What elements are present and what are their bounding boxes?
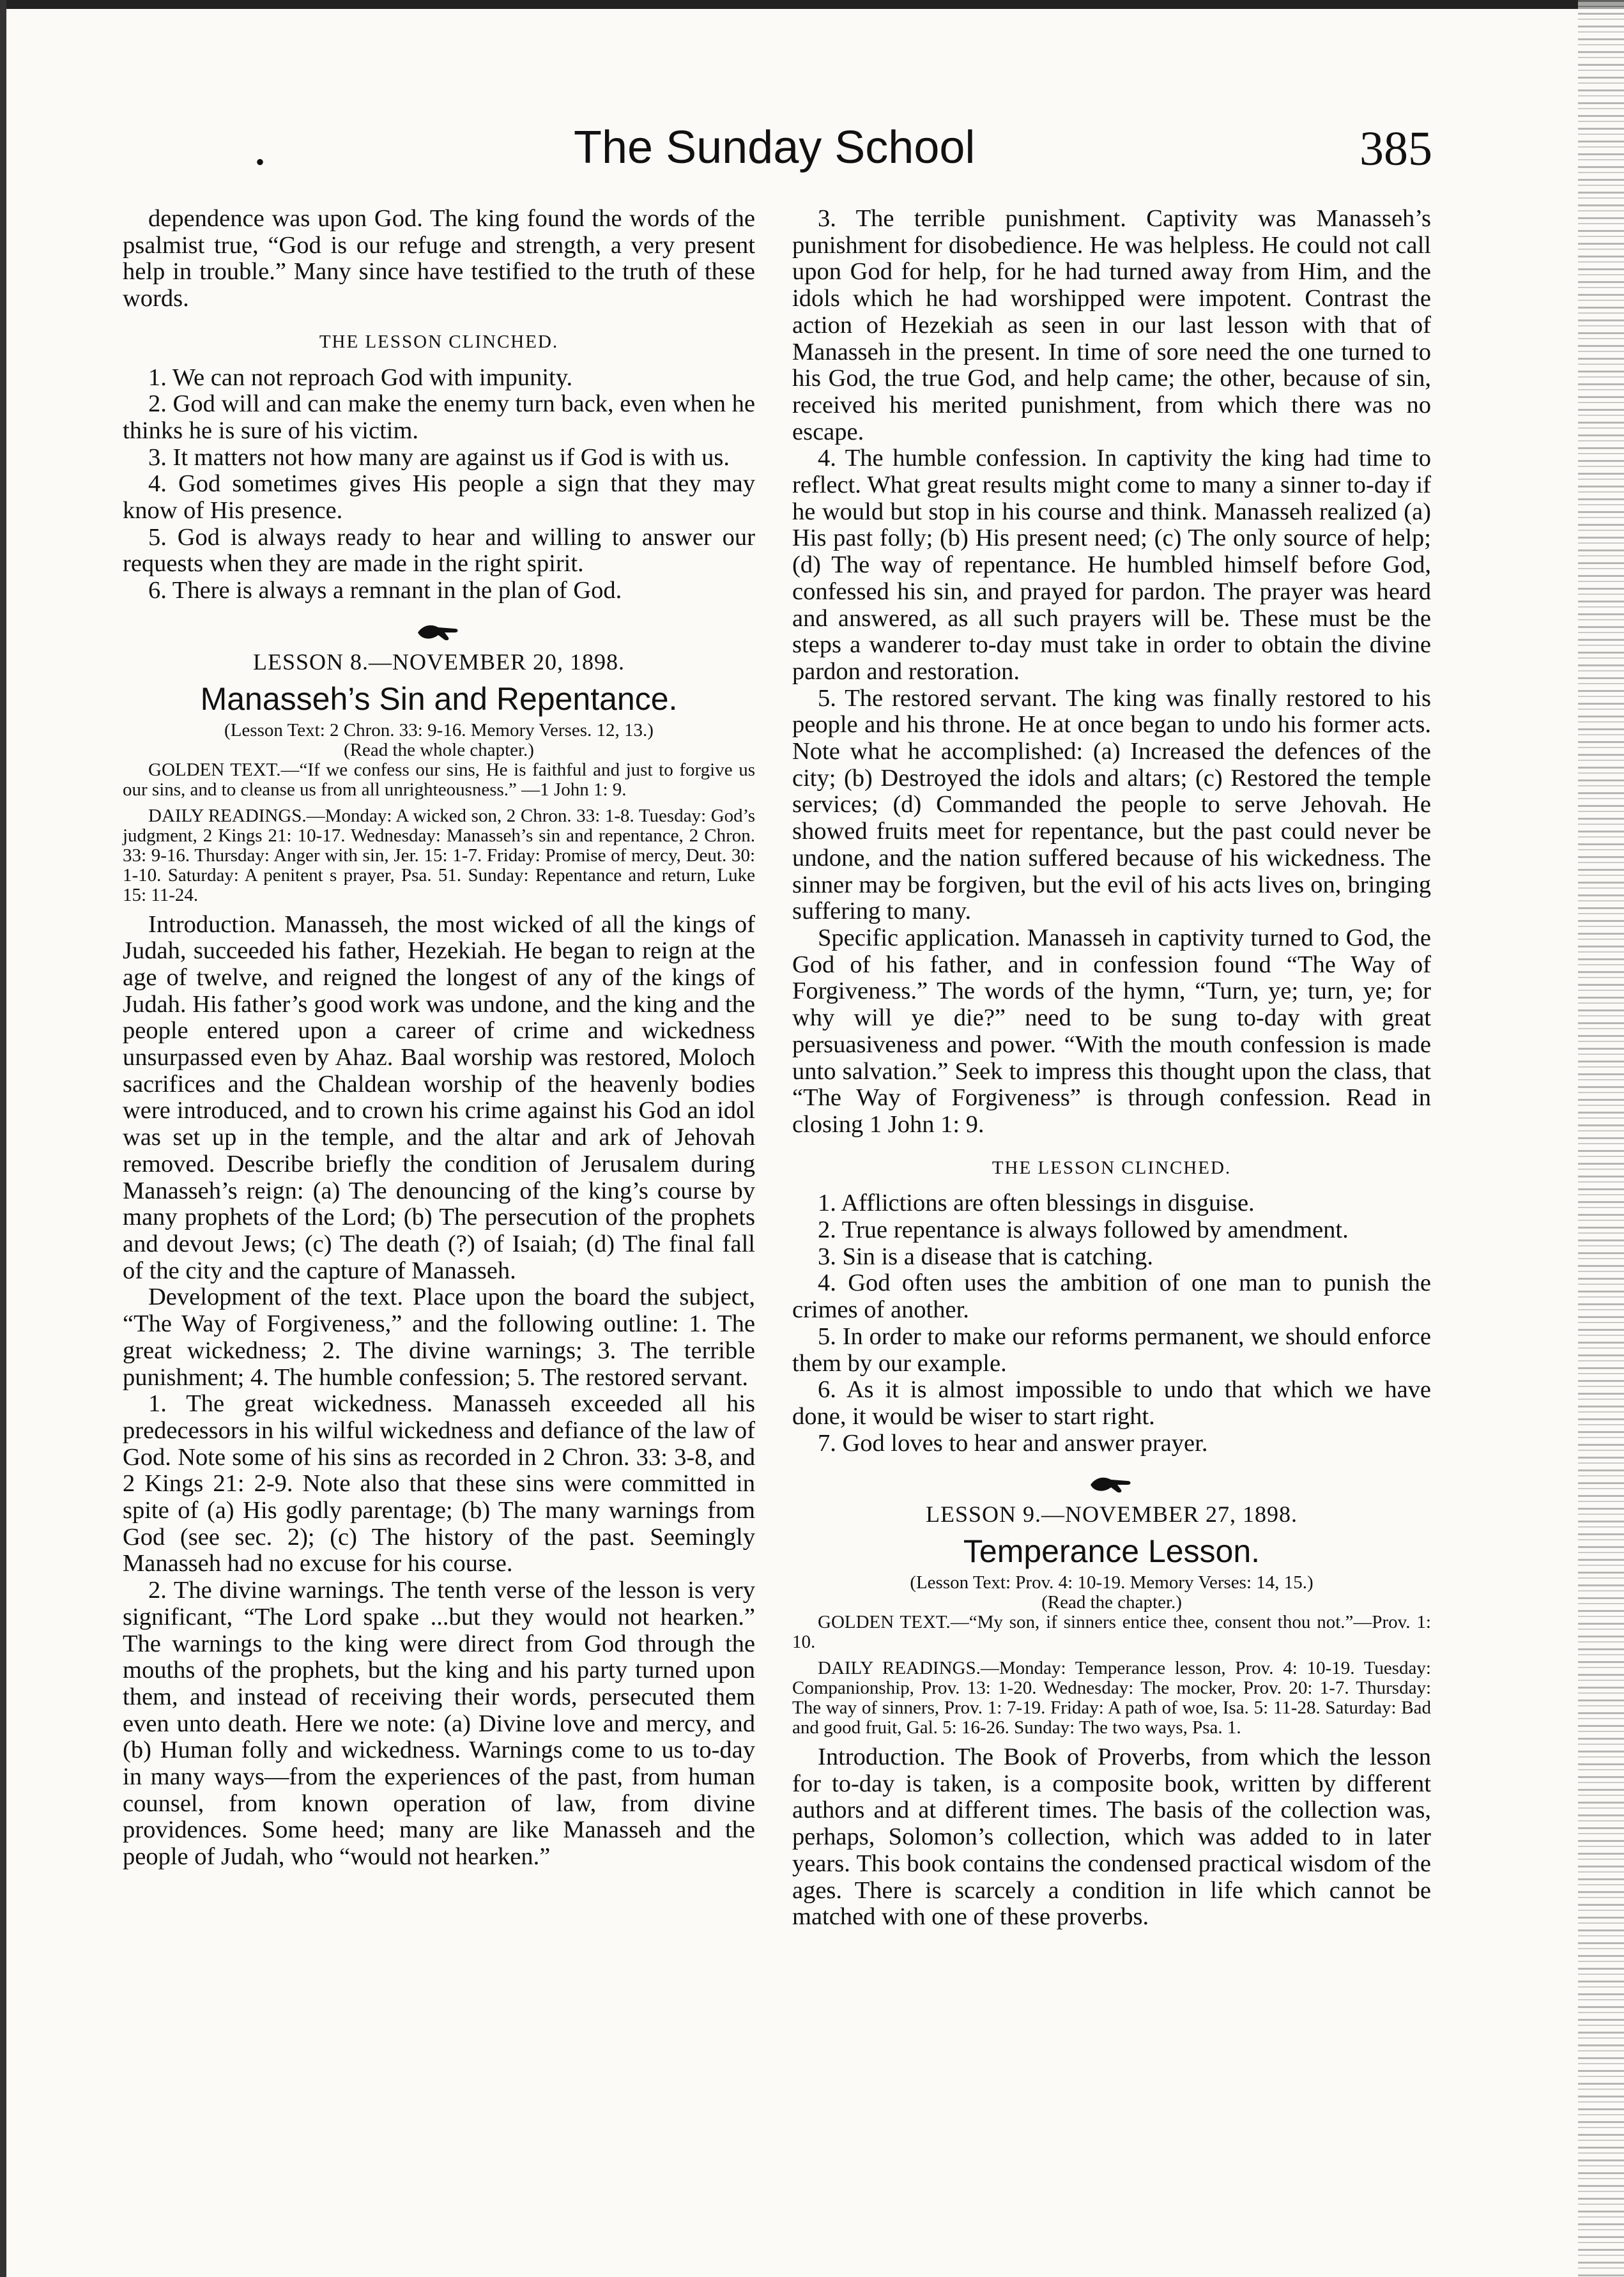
clinched-item: 3. Sin is a disease that is catching. — [818, 1243, 1153, 1270]
lesson-9-read-note: (Read the chapter.) — [1041, 1592, 1182, 1613]
header-dot: • — [256, 148, 265, 176]
left-column — [123, 206, 755, 1871]
top-border — [0, 0, 1624, 9]
lesson-8-read-note: (Read the whole chapter.) — [344, 739, 534, 760]
lesson-8-daily-readings: DAILY READINGS.—Monday: A wicked son, 2 Chron. 33: 1-8. Tuesday: God’s judgment, 2 Kings 21: 10-17. Wednesday: Manasseh’s sin and repentance, 2 Chron. 33: 9-16. Thursday: Anger with sin, Jer. 15: 1-7. Friday: Promise of mercy, Deut. 30: 1-10. Saturday: A penitent s prayer, Psa. 51. Sunday: Repentance and return, Luke 15: 11-24. — [123, 805, 755, 905]
body-paragraph: Development of the text. Place upon the board the subject, “The Way of Forgiveness,” and the following outline: 1. The great wickedness; 2. The divine warnings; 3. The terrible punishment; 4. The humble confession; 5. The restored servant. — [123, 1284, 755, 1391]
page-edge-shadow — [1578, 0, 1624, 2277]
lesson-9-text-ref: (Lesson Text: Prov. 4: 10-19. Memory Verses: 14, 15.) — [910, 1572, 1314, 1593]
lesson-8-title: Manasseh’s Sin and Repentance. — [200, 680, 678, 717]
right-column — [792, 206, 1431, 1931]
clinched-item: 2. God will and can make the enemy turn back, even when he thinks he is sure of his victim. — [123, 390, 755, 444]
body-paragraph: 5. The restored servant. The king was finally restored to his people and his throne. He at once began to undo his former acts. Note what he accomplished: (a) Increased the defences of the city; (b) Destroyed the idols and altars; (c) Restored the temple services; (d) Commanded the people to serve Jehovah. He showed fruits meet for repentance, but the past could never be undone, and the nation suffered because of his wickedness. The sinner may be forgiven, but the evil of his acts lives on, bringing suffering to many. — [792, 684, 1431, 925]
clinched-item: 4. God sometimes gives His people a sign that they may know of His presence. — [123, 470, 755, 525]
lesson-clinched-heading: THE LESSON CLINCHED. — [319, 331, 559, 352]
lesson-9-heading: LESSON 9.—NOVEMBER 27, 1898. — [925, 1501, 1298, 1528]
body-paragraph: 1. The great wickedness. Manasseh exceeded all his predecessors in his wilful wickedness and defiance of the law of God. Note some of his sins as recorded in 2 Chron. 33: 3-8, and 2 Kings 21: 2-9. Note also that these sins were committed in spite of (a) His godly parentage; (b) The many warnings from God (see sec. 2); (c) The history of the past. Seemingly Manasseh had no excuse for his course. — [123, 1390, 755, 1577]
lesson-9-title: Temperance Lesson. — [963, 1533, 1260, 1570]
body-paragraph: Introduction. Manasseh, the most wicked of all the kings of Judah, succeeded his father, Hezekiah. He began to reign at the age of twelve, and reigned the longest of any of the kings of Judah. His father’s good work was undone, and the king and the people entered upon a career of crime and wickedness unsurpassed even by Ahaz. Baal worship was restored, Moloch sacrifices and the Chaldean worship of the heavenly bodies were introduced, and to crown his crime against his God an idol was set up in the temple, and the altar and ark of Jehovah removed. Describe briefly the condition of Jerusalem during Manasseh’s reign: (a) The denouncing of the king’s course by many prophets of the Lord; (b) The persecution of the prophets and devout Jews; (c) The death (?) of Isaiah; (d) The final fall of the city and the capture of Manasseh. — [123, 910, 755, 1284]
lesson-9-introduction: Introduction. The Book of Proverbs, from which the lesson for to-day is taken, is a composite book, written by different authors and at different times. The basis of the collection was, perhaps, Solomon’s collection, which was added to in later years. This book contains the condensed practical wisdom of the ages. There is scarcely a condition in life which cannot be matched with one of these proverbs. — [792, 1744, 1431, 1931]
body-paragraph: 2. The divine warnings. The tenth verse of the lesson is very significant, “The Lord spake ...but they would not hearken.” The warnings to the king were direct from God through the mouths of the prophets, but the king and his party turned upon them, and instead of receiving their words, persecuted them even unto death. Here we note: (a) Divine love and mercy, and (b) Human folly and wickedness. Warnings come to us to-day in many ways—from the experiences of the past, from human counsel, from known operation of law, from divine providences. Some heed; many are like Manasseh and the people of Judah, who “would not hearken.” — [123, 1577, 755, 1871]
lesson-9-daily-readings: DAILY READINGS.—Monday: Temperance lesson, Prov. 4: 10-19. Tuesday: Companionship, Prov. 13: 1-20. Wednesday: The mocker, Prov. 20: 1-7. Thursday: The way of sinners, Prov. 1: 7-19. Friday: A path of woe, Isa. 5: 11-28. Saturday: Bad and good fruit, Gal. 5: 16-26. Sunday: The two ways, Psa. 1. — [792, 1658, 1431, 1738]
clinched-item: 3. It matters not how many are against us if God is with us. — [148, 443, 730, 471]
lesson-8-heading: LESSON 8.—NOVEMBER 20, 1898. — [252, 648, 625, 675]
lesson-8-text-ref: (Lesson Text: 2 Chron. 33: 9-16. Memory Verses. 12, 13.) — [224, 719, 654, 740]
clinched-item: 4. God often uses the ambition of one man to punish the crimes of another. — [792, 1269, 1431, 1324]
clinched-item: 7. God loves to hear and answer prayer. — [818, 1429, 1208, 1457]
clinched-item: 1. Afflictions are often blessings in disguise. — [818, 1190, 1255, 1217]
page-header — [0, 121, 1624, 198]
hand-pointing-icon — [123, 615, 755, 644]
clinched-item: 6. As it is almost impossible to undo that which we have done, it would be wiser to start right. — [792, 1376, 1431, 1430]
page-number: 385 — [1360, 122, 1432, 176]
intro-text: dependence was upon God. The king found the words of the psalmist true, “God is our refuge and strength, a very present help in trouble.” Many since have testified to the truth of these words. — [123, 205, 755, 312]
clinched-item: 2. True repentance is always followed by amendment. — [818, 1216, 1349, 1244]
body-paragraph: 4. The humble confession. In captivity the king had time to reflect. What great results might come to many a sinner to-day if he would but stop in his course and think. Manasseh realized (a) His past folly; (b) His present need; (c) The only source of help; (d) The way of repentance. He humbled himself before God, confessed his sin, and prayed for pardon. The prayer was heard and answered, as all such prayers will be. These must be the steps a wanderer to-day must take in order to obtain the divine pardon and restoration. — [792, 445, 1431, 685]
hand-pointing-icon — [792, 1467, 1431, 1496]
clinched-item: 5. God is always ready to hear and willing to answer our requests when they are made in the right spirit. — [123, 523, 755, 578]
lesson-clinched-heading: THE LESSON CLINCHED. — [992, 1157, 1232, 1178]
lesson-8-golden-text: GOLDEN TEXT.—“If we confess our sins, He is faithful and just to forgive us our sins, and to cleanse us from all unrighteousness.” —1 John 1: 9. — [123, 759, 755, 800]
clinched-item: 6. There is always a remnant in the plan of God. — [148, 577, 622, 604]
running-title: The Sunday School — [574, 122, 976, 173]
clinched-item: 1. We can not reproach God with impunity. — [148, 364, 573, 391]
left-border — [0, 0, 6, 2277]
body-paragraph: 3. The terrible punishment. Captivity was Manasseh’s punishment for disobedience. He was helpless. He could not call upon God for help, for he had turned away from Him, and the idols which he had worshipped were impotent. Contrast the action of Hezekiah as seen in our last lesson with that of Manasseh in the present. In time of sore need the one turned to his God, the true God, and help came; the other, because of sin, received his merited punishment, from which there was no escape. — [792, 205, 1431, 445]
clinched-item: 5. In order to make our reforms permanent, we should enforce them by our example. — [792, 1322, 1431, 1377]
lesson-9-golden-text: GOLDEN TEXT.—“My son, if sinners entice thee, consent thou not.”—Prov. 1: 10. — [792, 1612, 1431, 1653]
body-paragraph: Specific application. Manasseh in captivity turned to God, the God of his father, and in confession found “The Way of Forgiveness.” The words of the hymn, “Turn, ye; turn, ye; for why will ye die?” need to be sung to-day with great persuasiveness and power. “With the mouth confession is made unto salvation.” Seek to impress this thought upon the class, that “The Way of Forgiveness” is through confession. Read in closing 1 John 1: 9. — [792, 924, 1431, 1138]
